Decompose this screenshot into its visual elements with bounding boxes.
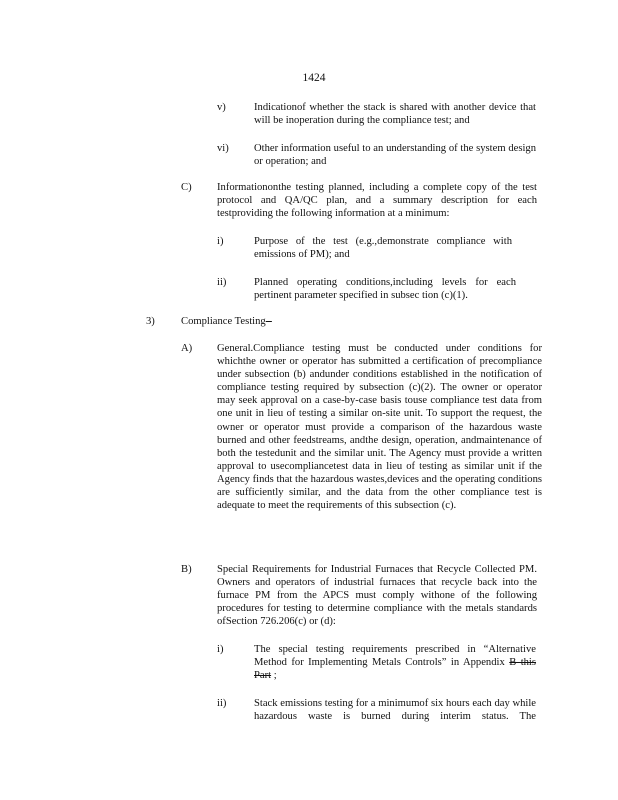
item-text: Planned operating conditions,including levels for each pertinent parameter specified in subsec tion (c)(1).: [254, 277, 516, 302]
struck-text: -: [265, 316, 272, 327]
item-label: B): [181, 564, 192, 575]
item-label: i): [217, 236, 224, 247]
item-label: C): [181, 182, 192, 193]
item-label: 3): [146, 316, 155, 327]
item-text: Special Requirements for Industrial Furnaces that Recycle Collected PM. Owners and operators of industrial furnaces that recycle back into the furnace PM from the APCS must comply withone of the following procedures for testing to determine compliance with the metals standards ofSection 726.206(c) or (d):: [217, 564, 537, 628]
item-label: v): [217, 102, 226, 113]
item-label: ii): [217, 698, 227, 709]
item-label: vi): [217, 143, 229, 154]
page-number: 1424: [302, 72, 326, 84]
item-text: The special testing requirements prescribed in “Alternative Method for Implementing Metals Controls” in Appendix: [254, 644, 536, 669]
item-text: Other information useful to an understanding of the system design or operation; and: [254, 143, 536, 168]
item-text: General.Compliance testing must be conducted under conditions for whichthe owner or operator has submitted a certification of precompliance under subsection (b) andunder conditions established in the notification of compliance testing required by subsection (c)(2). The owner or operator may seek approval on a case-by-case basis touse compliance test data from one unit in lieu of testing a similar on-site unit. To support the request, the owner or operator must provide a comparison of the hazardous waste burned and other feedstreams, andthe design, operation, andmaintenance of both the testedunit and the similar unit. The Agency must provide a written approval to usecompliancetest data in lieu of testing as similar unit if the Agency finds that the hazardous wastes,devices and the operating conditions are sufficiently similar, and the data from the other compliance test is adequate to meet the requirements of this subsection (c).: [217, 343, 542, 512]
struck-text: B this Part: [254, 657, 537, 682]
item-text: Informationonthe testing planned, including a complete copy of the test protocol and QA/QC plan, and a summary description for each testproviding the following information at a minimum:: [217, 182, 537, 220]
item-text-tail: ;: [271, 670, 277, 682]
item-text: Indicationof whether the stack is shared with another device that will be inoperation during the compliance test; and: [254, 102, 536, 127]
item-text: Purpose of the test (e.g.,demonstrate compliance with emissions of PM); and: [254, 236, 512, 261]
item-label: ii): [217, 277, 227, 288]
heading-text: Compliance Testing: [181, 316, 266, 327]
item-label: i): [217, 644, 224, 655]
item-text: Stack emissions testing for a minimumof six hours each day while hazardous waste is burned during interim status. The: [254, 698, 536, 723]
item-label: A): [181, 343, 193, 354]
